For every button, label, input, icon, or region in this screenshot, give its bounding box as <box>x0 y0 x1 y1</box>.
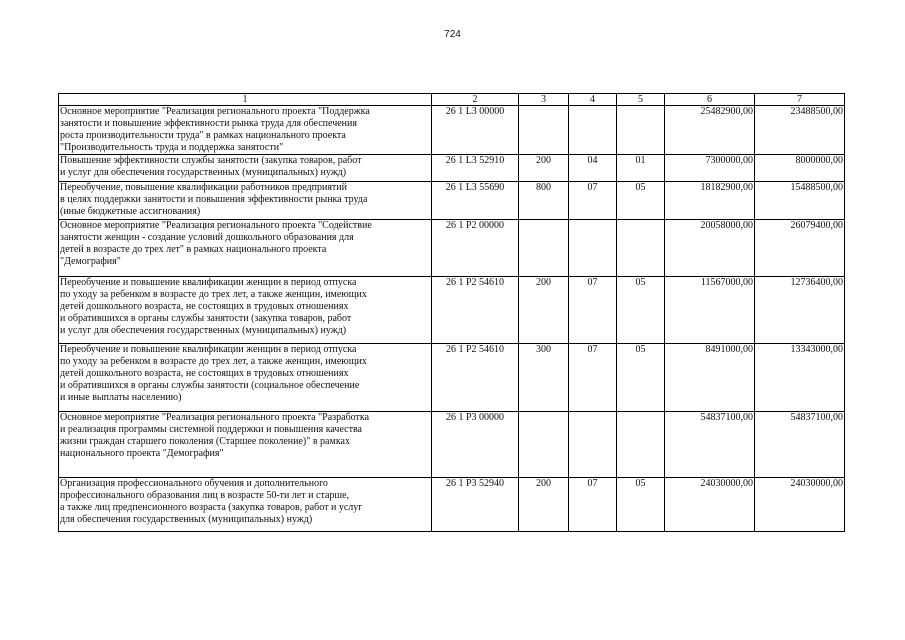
col-header-1: 1 <box>59 94 432 106</box>
table-row <box>59 412 845 478</box>
row-name: Основное мероприятие "Реализация регионального проекта "Содействие занятости женщин - создание условий дошкольного образования для детей в возрасте до трех лет" в рамках национального проекта "Демография" <box>59 220 432 277</box>
row-sum-2: 26079400,00 <box>755 220 845 277</box>
row-rz <box>569 220 617 277</box>
row-sum-2: 54837100,00 <box>755 412 845 478</box>
row-pr: 05 <box>617 277 665 344</box>
row-sum-1: 18182900,00 <box>665 182 755 220</box>
table-row <box>59 220 845 277</box>
col-header-5: 5 <box>617 94 665 106</box>
col-header-3: 3 <box>519 94 569 106</box>
row-sum-1: 54837100,00 <box>665 412 755 478</box>
row-name: Организация профессионального обучения и дополнительного профессионального образования лиц в возрасте 50-ти лет и старше, а также лиц предпенсионного возраста (закупка товаров, работ и услуг для обеспечения государственных (муниципальных) нужд) <box>59 478 432 532</box>
row-sum-1: 7300000,00 <box>665 155 755 182</box>
row-sum-2: 23488500,00 <box>755 106 845 155</box>
budget-table <box>58 93 845 532</box>
page-number: 724 <box>444 29 461 40</box>
col-header-7: 7 <box>755 94 845 106</box>
row-vr <box>519 220 569 277</box>
row-pr <box>617 412 665 478</box>
row-code: 26 1 P3 00000 <box>432 412 519 478</box>
row-pr: 01 <box>617 155 665 182</box>
row-vr: 200 <box>519 155 569 182</box>
row-sum-2: 13343000,00 <box>755 344 845 412</box>
table-row <box>59 277 845 344</box>
row-rz: 07 <box>569 277 617 344</box>
table-row <box>59 182 845 220</box>
row-pr <box>617 106 665 155</box>
row-rz: 07 <box>569 478 617 532</box>
col-header-2: 2 <box>432 94 519 106</box>
row-name: Переобучение, повышение квалификации работников предприятий в целях поддержки занятости и повышения эффективности рынка труда (иные бюджетные ассигнования) <box>59 182 432 220</box>
table-row <box>59 106 845 155</box>
table-row <box>59 344 845 412</box>
row-sum-1: 20058000,00 <box>665 220 755 277</box>
row-rz: 07 <box>569 344 617 412</box>
table-row <box>59 155 845 182</box>
row-sum-1: 8491000,00 <box>665 344 755 412</box>
row-name: Основное мероприятие "Реализация регионального проекта "Поддержка занятости и повышение эффективности рынка труда для обеспечения роста производительности труда" в рамках национального проекта "Производительность труда и поддержка занятости" <box>59 106 432 155</box>
row-pr: 05 <box>617 344 665 412</box>
table-row <box>59 478 845 532</box>
row-sum-2: 12736400,00 <box>755 277 845 344</box>
row-code: 26 1 L3 55690 <box>432 182 519 220</box>
row-pr <box>617 220 665 277</box>
row-pr: 05 <box>617 478 665 532</box>
row-code: 26 1 L3 52910 <box>432 155 519 182</box>
row-name: Основное мероприятие "Реализация регионального проекта "Разработка и реализация программы системной поддержки и повышения качества жизни граждан старшего поколения (Старшее поколение)" в рамках национального проекта "Демография" <box>59 412 432 478</box>
row-name: Переобучение и повышение квалификации женщин в период отпуска по уходу за ребенком в возрасте до трех лет, а также женщин, имеющих детей дошкольного возраста, не состоящих в трудовых отношениях и обратившихся в органы службы занятости (закупка товаров, работ и услуг для обеспечения государственных (муниципальных) нужд) <box>59 277 432 344</box>
row-vr: 200 <box>519 277 569 344</box>
row-name: Повышение эффективности службы занятости (закупка товаров, работ и услуг для обеспечения государственных (муниципальных) нужд) <box>59 155 432 182</box>
row-sum-1: 11567000,00 <box>665 277 755 344</box>
row-vr: 800 <box>519 182 569 220</box>
row-code: 26 1 P2 54610 <box>432 344 519 412</box>
row-rz <box>569 412 617 478</box>
col-header-6: 6 <box>665 94 755 106</box>
row-vr <box>519 106 569 155</box>
row-rz: 04 <box>569 155 617 182</box>
row-sum-1: 24030000,00 <box>665 478 755 532</box>
header-row <box>59 94 845 106</box>
row-vr: 300 <box>519 344 569 412</box>
row-code: 26 1 L3 00000 <box>432 106 519 155</box>
row-code: 26 1 P2 00000 <box>432 220 519 277</box>
row-pr: 05 <box>617 182 665 220</box>
row-code: 26 1 P2 54610 <box>432 277 519 344</box>
row-code: 26 1 P3 52940 <box>432 478 519 532</box>
row-vr <box>519 412 569 478</box>
row-rz <box>569 106 617 155</box>
row-sum-2: 15488500,00 <box>755 182 845 220</box>
row-rz: 07 <box>569 182 617 220</box>
row-sum-1: 25482900,00 <box>665 106 755 155</box>
row-sum-2: 24030000,00 <box>755 478 845 532</box>
col-header-4: 4 <box>569 94 617 106</box>
row-sum-2: 8000000,00 <box>755 155 845 182</box>
row-vr: 200 <box>519 478 569 532</box>
row-name: Переобучение и повышение квалификации женщин в период отпуска по уходу за ребенком в возрасте до трех лет, а также женщин, имеющих детей дошкольного возраста, не состоящих в трудовых отношениях и обратившихся в органы службы занятости (социальное обеспечение и иные выплаты населению) <box>59 344 432 412</box>
